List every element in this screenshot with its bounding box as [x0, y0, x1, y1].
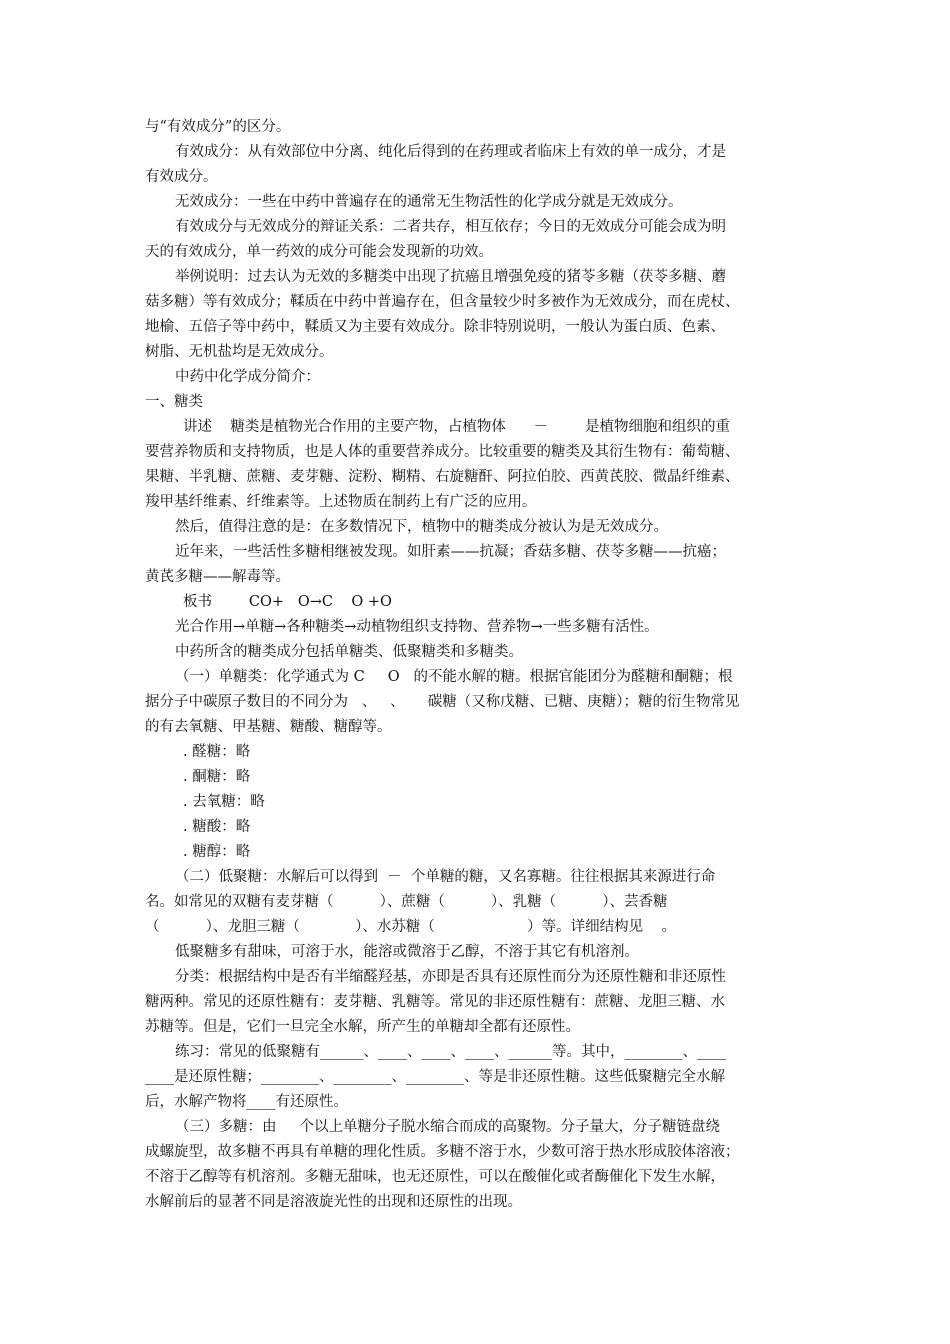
text-line: 不溶于乙醇等有机溶剂。多糖无甜味，也无还原性，可以在酸催化或者酶催化下发生水解，	[145, 1169, 725, 1185]
text-line: （三）多糖：由 个以上单糖分子脱水缩合而成的高聚物。分子量大，分子糖链盘绕	[175, 1119, 721, 1135]
text-line: 后，水解产物将____有还原性。	[145, 1094, 348, 1110]
text-line: 据分子中碳原子数目的不同分为 、 、 碳糖（又称戊糖、已糖、庚糖）；糖的衍生物常见	[145, 694, 740, 710]
text-line: （二）低聚糖：水解后可以得到 － 个单糖的糖，又名寡糖。往往根据其来源进行命	[175, 869, 716, 885]
text-line: 菇多糖）等有效成分；鞣质在中药中普遍存在，但含量较少时多被作为无效成分，而在虎杖、	[145, 294, 740, 310]
text-line: 讲述 糖类是植物光合作用的主要产物，占植物体 － 是植物细胞和组织的重	[183, 419, 730, 435]
text-line: 中药所含的糖类成分包括单糖类、低聚糖类和多糖类。	[175, 644, 523, 660]
text-line: . 酮糖：略	[183, 769, 251, 785]
text-line: （一）单糖类：化学通式为 C O 的不能水解的糖。根据官能团分为醛糖和酮糖；根	[175, 669, 733, 685]
text-line: 练习：常见的低聚糖有______、____、____、____、______等。其中，________、____	[175, 1044, 726, 1060]
text-line: . 糖醇：略	[183, 844, 251, 860]
text-line: 低聚糖多有甜味，可溶于水，能溶或微溶于乙醇，不溶于其它有机溶剂。	[175, 944, 639, 960]
text-line: ____是还原性糖；________、________、________、等是非还原性糖。这些低聚糖完全水解	[145, 1069, 725, 1085]
text-line: 果糖、半乳糖、蔗糖、麦芽糖、淀粉、糊精、右旋糖酐、阿拉伯胶、西黄芪胶、微晶纤维素、	[145, 469, 740, 485]
text-line: 糖两种。常见的还原性糖有：麦芽糖、乳糖等。常见的非还原性糖有：蔗糖、龙胆三糖、水	[145, 994, 725, 1010]
text-line: 有效成分。	[145, 169, 218, 185]
text-line: 近年来，一些活性多糖相继被发现。如肝素——抗凝；香菇多糖、茯苓多糖——抗癌；	[175, 544, 726, 560]
text-line: 树脂、无机盐均是无效成分。	[145, 344, 334, 360]
text-line: 中药中化学成分简介：	[175, 369, 320, 385]
text-line: 名。如常见的双糖有麦芽糖（ ）、蔗糖（ ）、乳糖（ ）、芸香糖	[145, 894, 668, 910]
text-line: 光合作用→单糖→各种糖类→动植物组织支持物、营养物→一些多糖有活性。	[175, 619, 659, 635]
document-page	[145, 115, 810, 1215]
text-line: 板书 CO+ O→C O +O	[183, 594, 392, 610]
text-line: 天的有效成分，单一药效的成分可能会发现新的功效。	[145, 244, 493, 260]
text-line: 无效成分：一些在中药中普遍存在的通常无生物活性的化学成分就是无效成分。	[175, 194, 683, 210]
text-line: 分类：根据结构中是否有半缩醛羟基，亦即是否具有还原性而分为还原性糖和非还原性	[175, 969, 726, 985]
text-line: . 醛糖：略	[183, 744, 251, 760]
text-line: 黄芪多糖——解毒等。	[145, 569, 290, 585]
text-line: . 去氧糖：略	[183, 794, 265, 810]
text-line: 水解前后的显著不同是溶液旋光性的出现和还原性的出现。	[145, 1194, 522, 1210]
text-line: 有效成分与无效成分的辩证关系：二者共存，相互依存；今日的无效成分可能会成为明	[175, 219, 726, 235]
text-line: 一、糖类	[145, 394, 203, 410]
text-line: 的有去氧糖、甲基糖、糖酸、糖醇等。	[145, 719, 392, 735]
text-line: 地榆、五倍子等中药中，鞣质又为主要有效成分。除非特别说明，一般认为蛋白质、色素、	[145, 319, 725, 335]
text-line: . 糖酸：略	[183, 819, 251, 835]
text-line: 要营养物质和支持物质，也是人体的重要营养成分。比较重要的糖类及其衍生物有：葡萄糖、	[145, 444, 740, 460]
text-line: 成螺旋型，故多糖不再具有单糖的理化性质。多糖不溶于水，少数可溶于热水形成胶体溶液；	[145, 1144, 740, 1160]
text-line: （ ）、龙胆三糖（ ）、水苏糖（ ）等。详细结构见 。	[145, 919, 677, 935]
text-line: 有效成分：从有效部位中分离、纯化后得到的在药理或者临床上有效的单一成分，才是	[175, 144, 726, 160]
text-line: 苏糖等。但是，它们一旦完全水解，所产生的单糖却全都有还原性。	[145, 1019, 580, 1035]
text-line: 举例说明：过去认为无效的多糖类中出现了抗癌且增强免疫的猪苓多糖（茯苓多糖、蘑	[175, 269, 726, 285]
text-line: 然后，值得注意的是：在多数情况下，植物中的糖类成分被认为是无效成分。	[175, 519, 668, 535]
text-line: 羧甲基纤维素、纤维素等。上述物质在制药上有广泛的应用。	[145, 494, 537, 510]
text-line: 与“有效成分”的区分。	[145, 119, 291, 135]
